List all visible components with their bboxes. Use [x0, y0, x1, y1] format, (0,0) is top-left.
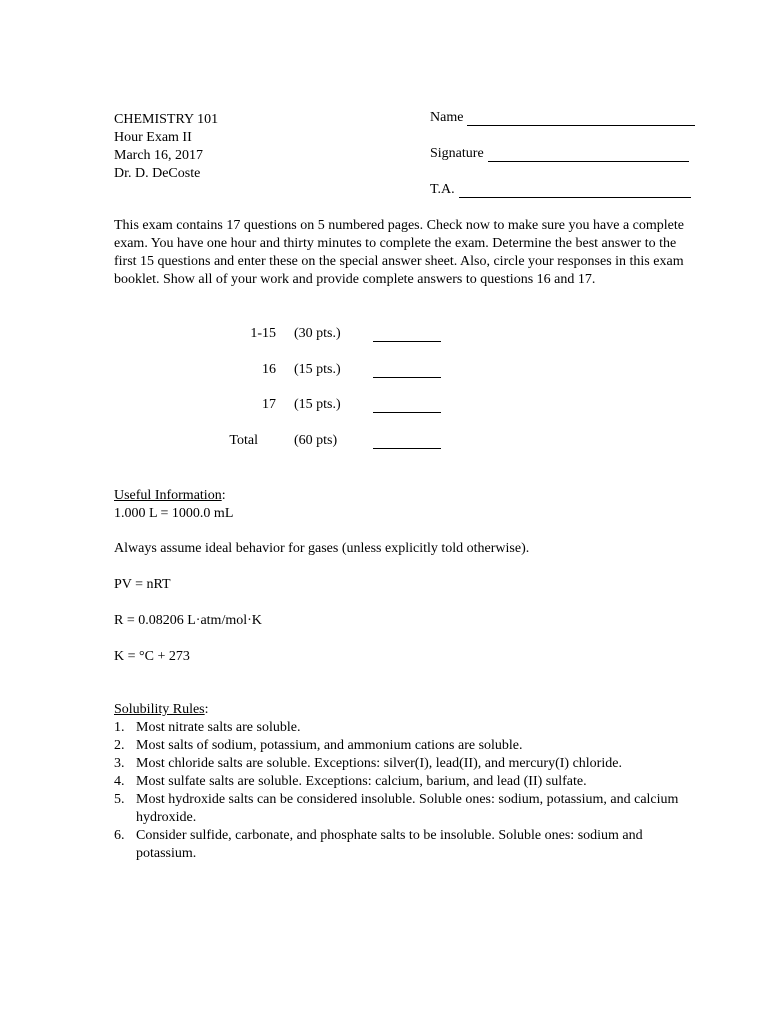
name-field [430, 110, 695, 126]
ideal-gas-law: PV = nRT [114, 577, 171, 592]
volume-conversion: 1.000 L = 1000.0 mL [114, 506, 234, 521]
score-row [0, 397, 770, 415]
list-item: 6. Consider sulfide, carbonate, and phosphate salts to be insoluble. Soluble ones: sodium and potassium. [114, 828, 643, 861]
list-item: 1. Most nitrate salts are soluble. [114, 720, 301, 735]
score-row [0, 326, 770, 344]
score-blank [373, 328, 441, 342]
exam-instructions: This exam contains 17 questions on 5 numbered pages. Check now to make sure you have a complete exam. You have one hour and thirty minutes to complete the exam. Determine the best answer to the first 15 questions and enter these on the special answer sheet. Also, circle your responses in this exam booklet. Show all of your work and provide complete answers to questions 16 and 17. [114, 218, 684, 287]
score-blank [373, 435, 441, 449]
score-points: (15 pts.) [294, 362, 341, 377]
score-row [0, 362, 770, 380]
list-item: 2. Most salts of sodium, potassium, and ammonium cations are soluble. [114, 738, 523, 753]
score-label: 17 [262, 397, 276, 412]
solubility-heading: Solubility Rules: [114, 702, 209, 717]
list-item: 4. Most sulfate salts are soluble. Exceptions: calcium, barium, and lead (II) sulfate. [114, 774, 587, 789]
score-label: 16 [262, 362, 276, 377]
score-blank [373, 399, 441, 413]
list-item: 3. Most chloride salts are soluble. Exceptions: silver(I), lead(II), and mercury(I) chloride. [114, 756, 622, 771]
list-item: 5. Most hydroxide salts can be considered insoluble. Soluble ones: sodium, potassium, and calcium hydroxide. [114, 792, 679, 825]
useful-info-heading: Useful Information: [114, 488, 226, 503]
signature-blank[interactable] [488, 147, 689, 162]
score-blank [373, 364, 441, 378]
ta-blank[interactable] [459, 183, 691, 198]
score-label: Total [229, 433, 258, 448]
score-points: (30 pts.) [294, 326, 341, 341]
name-label: Name [430, 110, 464, 125]
solubility-rules [114, 701, 694, 863]
gas-constant: R = 0.08206 L·atm/mol·K [114, 613, 262, 628]
exam-date: March 16, 2017 [114, 148, 204, 163]
signature-label: Signature [430, 146, 484, 161]
kelvin-conversion: K = °C + 273 [114, 649, 190, 664]
ta-field [430, 182, 691, 198]
signature-field [430, 146, 689, 162]
ta-label: T.A. [430, 182, 455, 197]
name-blank[interactable] [467, 111, 695, 126]
course-title: CHEMISTRY 101 [114, 112, 219, 127]
exam-title: Hour Exam II [114, 130, 192, 145]
score-label: 1-15 [250, 326, 276, 341]
instructor-name: Dr. D. DeCoste [114, 166, 201, 181]
solubility-list [114, 719, 694, 863]
exam-header [114, 111, 218, 183]
score-points: (15 pts.) [294, 397, 341, 412]
score-points: (60 pts) [294, 433, 338, 448]
ideal-gas-assumption: Always assume ideal behavior for gases (unless explicitly told otherwise). [114, 541, 530, 556]
score-row [0, 433, 770, 451]
